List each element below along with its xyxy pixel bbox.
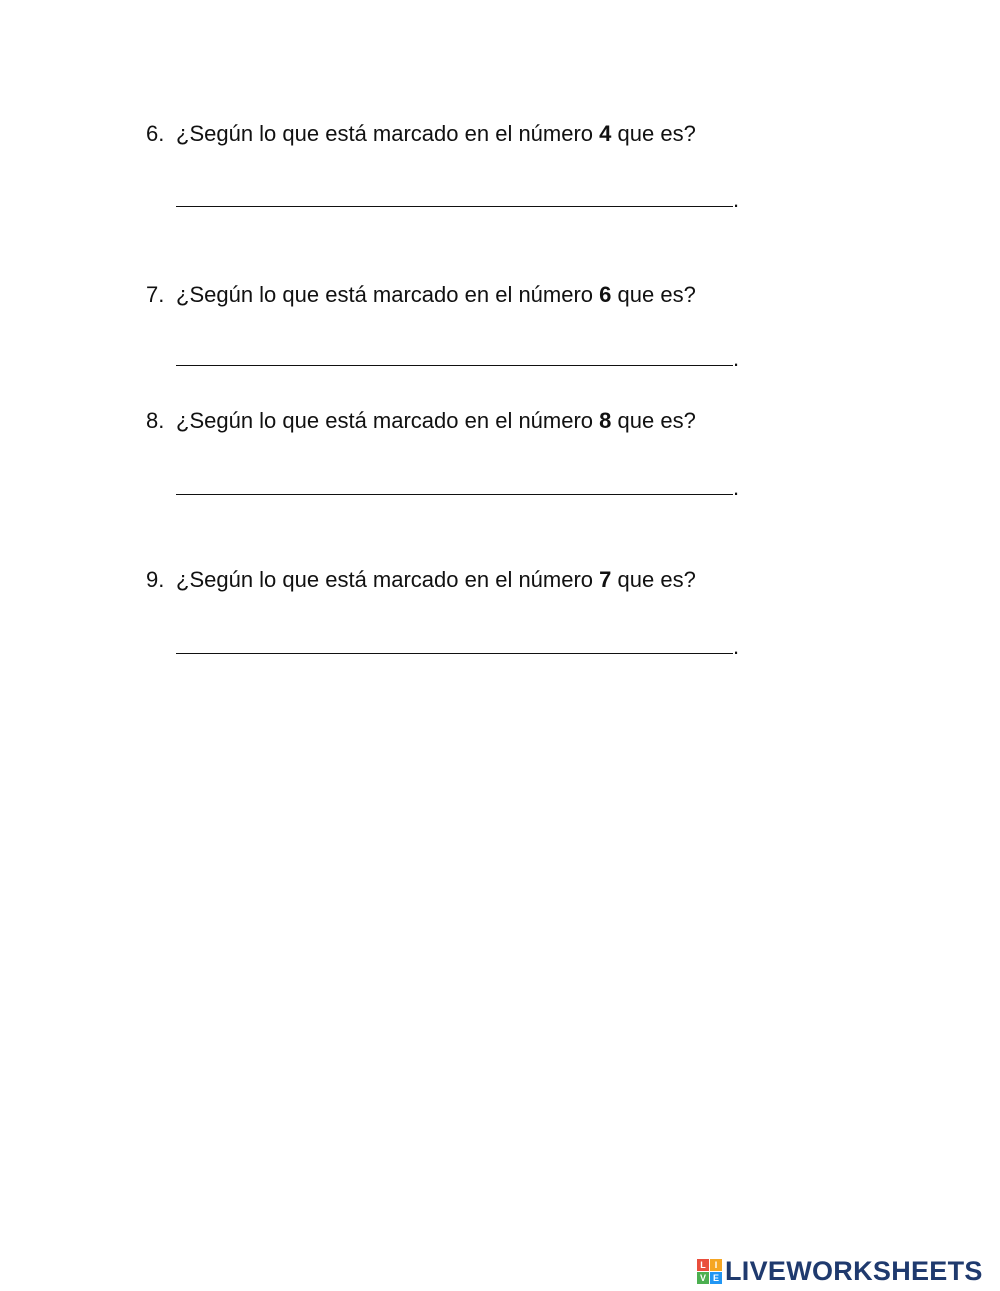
logo-letter: V bbox=[697, 1272, 709, 1284]
answer-rule[interactable] bbox=[176, 343, 733, 366]
question-number: 6. bbox=[146, 121, 165, 146]
question-bold-number: 8 bbox=[599, 408, 612, 433]
question-8 bbox=[146, 407, 696, 435]
logo-letter: L bbox=[697, 1259, 709, 1271]
answer-blank-7[interactable] bbox=[176, 343, 739, 373]
answer-period: . bbox=[733, 475, 740, 500]
question-text-end: que es? bbox=[611, 282, 696, 307]
question-bold-number: 6 bbox=[599, 282, 612, 307]
answer-period: . bbox=[733, 187, 740, 212]
answer-blank-9[interactable] bbox=[176, 631, 739, 661]
question-9 bbox=[146, 566, 696, 594]
answer-blank-8[interactable] bbox=[176, 472, 739, 502]
answer-period: . bbox=[733, 634, 740, 659]
question-text: ¿Según lo que está marcado en el número bbox=[176, 567, 600, 592]
logo-letter: E bbox=[710, 1272, 722, 1284]
answer-period: . bbox=[733, 346, 740, 371]
question-text: ¿Según lo que está marcado en el número bbox=[176, 408, 600, 433]
answer-rule[interactable] bbox=[176, 631, 733, 654]
brand-text: LIVEWORKSHEETS bbox=[725, 1255, 983, 1286]
answer-rule[interactable] bbox=[176, 184, 733, 207]
question-text-end: que es? bbox=[611, 567, 696, 592]
liveworksheets-logo-icon bbox=[697, 1259, 722, 1284]
question-number: 9. bbox=[146, 567, 165, 592]
question-text: ¿Según lo que está marcado en el número bbox=[176, 121, 600, 146]
question-number: 7. bbox=[146, 282, 165, 307]
question-number: 8. bbox=[146, 408, 165, 433]
question-text-end: que es? bbox=[611, 408, 696, 433]
question-text: ¿Según lo que está marcado en el número bbox=[176, 282, 600, 307]
logo-letter: I bbox=[710, 1259, 722, 1271]
question-bold-number: 7 bbox=[599, 567, 612, 592]
question-bold-number: 4 bbox=[599, 121, 612, 146]
answer-blank-6[interactable] bbox=[176, 184, 739, 214]
question-6 bbox=[146, 120, 696, 148]
question-text-end: que es? bbox=[611, 121, 696, 146]
liveworksheets-brand bbox=[697, 1256, 983, 1286]
question-7 bbox=[146, 281, 696, 309]
answer-rule[interactable] bbox=[176, 472, 733, 495]
